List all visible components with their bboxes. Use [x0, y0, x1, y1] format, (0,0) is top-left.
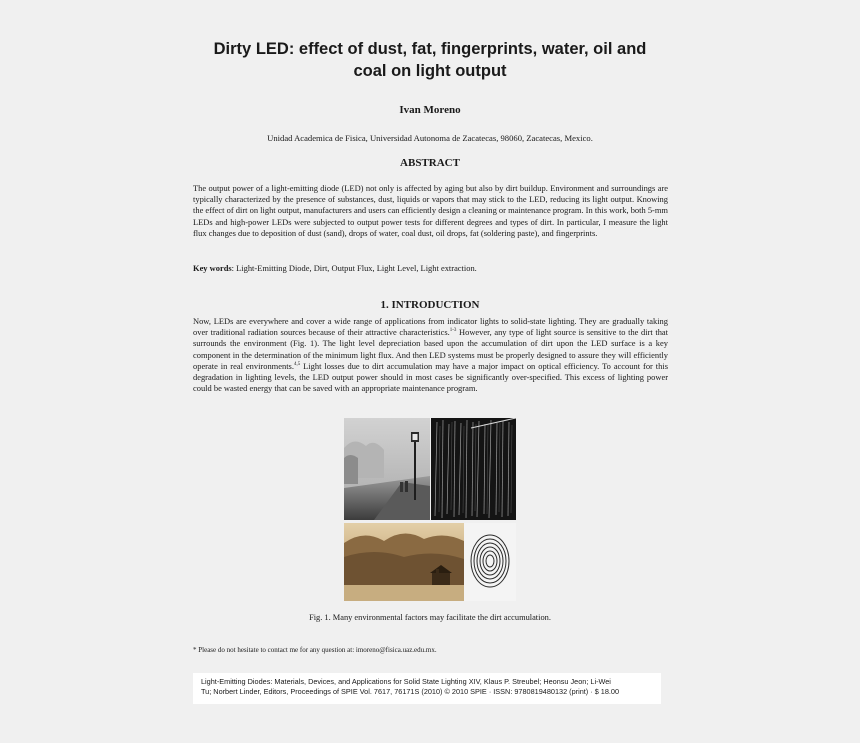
keywords-list: : Light-Emitting Diode, Dirt, Output Flux, Light Level, Light extraction.: [231, 263, 477, 273]
keywords: [193, 263, 668, 274]
author-affiliation: Unidad Academica de Fisica, Universidad Autonoma de Zacatecas, 98060, Zacatecas, Mexico.: [267, 133, 593, 143]
keywords-label: Key words: [193, 263, 232, 273]
title-line-1: Dirty LED: effect of dust, fat, fingerprints, water, oil and: [213, 40, 647, 58]
reference-superscript-2: 4,5: [293, 362, 301, 367]
foggy-street-photo: [344, 418, 430, 520]
intro-text-part-2: However, any type of light source is sensitive to the dirt that surrounds the environment (Fig. 1). The light level depreciation based upon the accumulation of dirt upon the LED surface is a key component in the determination of the minimum light flux. And then LED systems must be properly designed to assure they will efficiently operate in real environments.: [193, 327, 668, 371]
paper-title: [150, 38, 710, 82]
author-name: Ivan Moreno: [399, 104, 461, 116]
citation-line-2: Tu; Norbert Linder, Editors, Proceedings of SPIE Vol. 7617, 76171S (2010) © 2010 SPIE · ISSN: 9780819480132 (print) · $ 18.00: [201, 687, 620, 696]
figure-caption: Fig. 1. Many environmental factors may facilitate the dirt accumulation.: [309, 613, 551, 622]
abstract-heading: ABSTRACT: [400, 157, 460, 169]
contact-footnote: * Please do not hesitate to contact me for any question at: imoreno@fisica.uaz.edu.mx.: [193, 646, 437, 654]
introduction-text: [193, 316, 668, 394]
citation-box: [193, 673, 661, 704]
title-line-2: coal on light output: [353, 62, 507, 80]
abstract-text: The output power of a light-emitting diode (LED) not only is affected by aging but also by dirt buildup. Environment and surroundings are typically characterized by the presence of substances, dust, liquids or vapors that may stick to the LED, reducing its light output. Knowing the effect of dirt on light output, manufacturers and users can efficiently design a cleaning or maintenance program. In this work, both 5-mm LEDs and high-power LEDs were subjected to output power tests for different degrees and types of dirt. In particular, I measure the light flux changes due to deposition of dust (sand), drops of water, coal dust, oil drops, fat (soldering paste), and fingerprints.: [193, 183, 668, 238]
intro-text-part-3: Light losses due to dirt accumulation may have a major impact on optical efficiency. To account for this degradation in lighting levels, the LED output power should in most cases be significantly over-specified. This excess of lighting power could be wasted energy that can be saved with an appropriate maintenance program.: [193, 360, 668, 394]
fingerprint-photo: [464, 523, 516, 601]
rain-streaks-photo: [431, 418, 516, 520]
introduction-heading: 1. INTRODUCTION: [380, 299, 480, 311]
reference-superscript-1: 1-3: [449, 328, 457, 334]
intro-text-part-1: Now, LEDs are everywhere and cover a wide range of applications from indicator lights to solid-state lighting. They are gradually taking over traditional radiation sources because of their attractive characteristics.: [193, 316, 668, 338]
dust-storm-photo: [344, 523, 464, 601]
citation-line-1: Light-Emitting Diodes: Materials, Devices, and Applications for Solid State Lighting XIV, Klaus P. Streubel; Heonsu Jeon; Li-Wei: [201, 677, 611, 686]
